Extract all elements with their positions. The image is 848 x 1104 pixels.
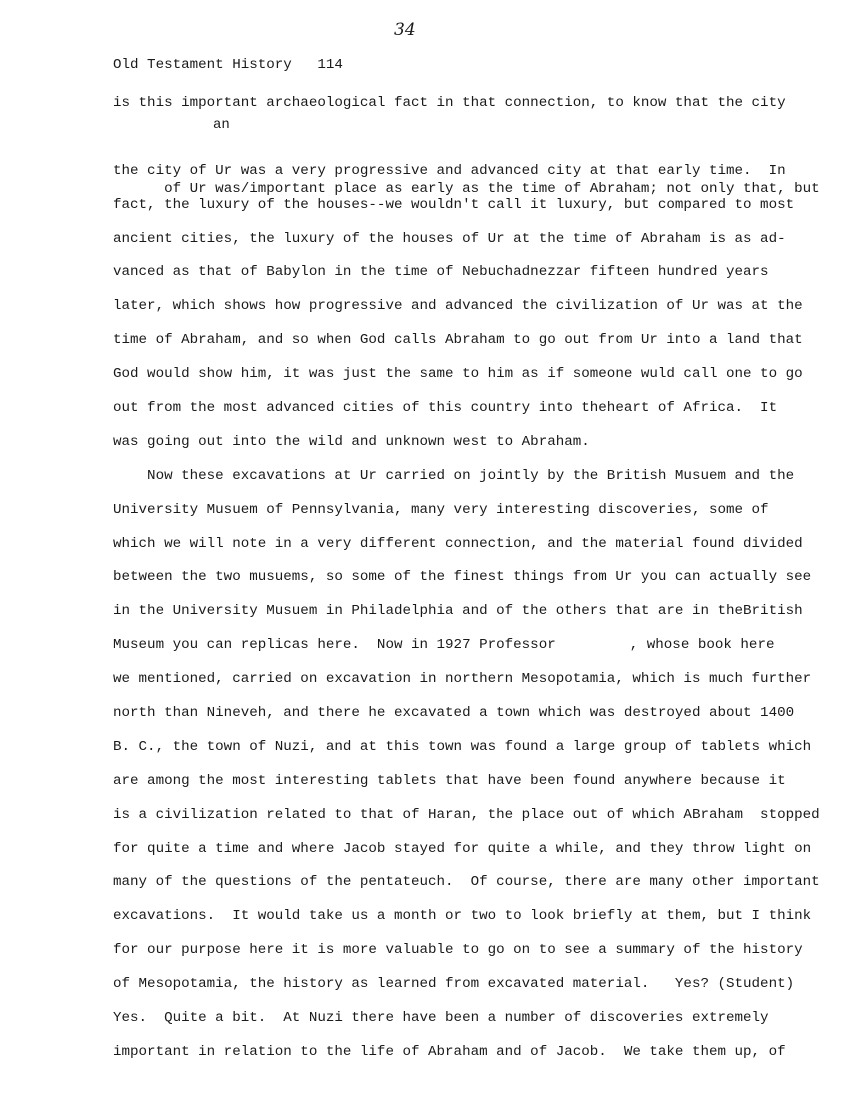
body-text — [113, 90, 820, 1073]
text-line: Now these excavations at Ur carried on jointly by the British Musuem and the — [113, 467, 795, 484]
text-line-content: Museum you can replicas here. Now in 1927 Professor — [113, 637, 556, 654]
text-line: is a civilization related to that of Haran, the place out of which ABraham stopped — [113, 806, 820, 823]
text-line: for our purpose here it is more valuable to go on to see a summary of the history — [113, 942, 803, 959]
running-header: Old Testament History 114 — [113, 57, 343, 73]
text-line: for quite a time and where Jacob stayed for quite a while, and they throw light on — [113, 840, 812, 857]
text-line: was going out into the wild and unknown west to Abraham. — [113, 433, 590, 450]
text-line: out from the most advanced cities of this country into theheart of Africa. It — [113, 400, 778, 417]
text-line: between the two musuems, so some of the finest things from Ur you can actually see — [113, 569, 812, 586]
text-line: north than Nineveh, and there he excavated a town which was destroyed about 1400 — [113, 705, 795, 722]
text-line: excavations. It would take us a month or two to look briefly at them, but I think — [113, 908, 812, 925]
text-line-content: of Ur was/important place as early as the time of Abraham; not only that, but — [164, 180, 820, 197]
text-line: ancient cities, the luxury of the houses of Ur at the time of Abraham is as ad- — [113, 230, 786, 247]
text-line: the city of Ur was a very progressive and advanced city at that early time. In — [113, 162, 786, 179]
text-line: of Mesopotamia, the history as learned from excavated material. Yes? (Student) — [113, 976, 795, 993]
text-line — [113, 632, 813, 666]
text-line: later, which shows how progressive and advanced the civilization of Ur was at the — [113, 298, 803, 315]
text-line: in the University Musuem in Philadelphia and of the others that are in theBritish — [113, 603, 803, 620]
handwritten-insertion: an — [213, 116, 230, 133]
text-line: B. C., the town of Nuzi, and at this town was found a large group of tablets which — [113, 738, 812, 755]
text-line: is this important archaeological fact in that connection, to know that the city — [113, 95, 786, 111]
text-line: important in relation to the life of Abraham and of Jacob. We take them up, of — [113, 1043, 786, 1060]
text-line: are among the most interesting tablets that have been found anywhere because it — [113, 772, 786, 789]
text-line: God would show him, it was just the same to him as if someone wuld call one to go — [113, 366, 803, 383]
text-line: Yes. Quite a bit. At Nuzi there have been a number of discoveries extremely — [113, 1010, 769, 1027]
text-line-tail: , whose book here — [629, 637, 775, 654]
page-number: 34 — [394, 20, 416, 40]
text-line: vanced as that of Babylon in the time of Nebuchadnezzar fifteen hundred years — [113, 264, 769, 281]
text-line: which we will note in a very different connection, and the material found divided — [113, 535, 803, 552]
text-line: time of Abraham, and so when God calls Abraham to go out from Ur into a land that — [113, 332, 803, 349]
text-line: fact, the luxury of the houses--we wouldn't call it luxury, but compared to most — [113, 196, 795, 213]
text-line: many of the questions of the pentateuch. Of course, there are many other important — [113, 874, 820, 891]
text-line: University Musuem of Pennsylvania, many very interesting discoveries, some of — [113, 501, 769, 518]
text-line: we mentioned, carried on excavation in northern Mesopotamia, which is much further — [113, 671, 812, 688]
